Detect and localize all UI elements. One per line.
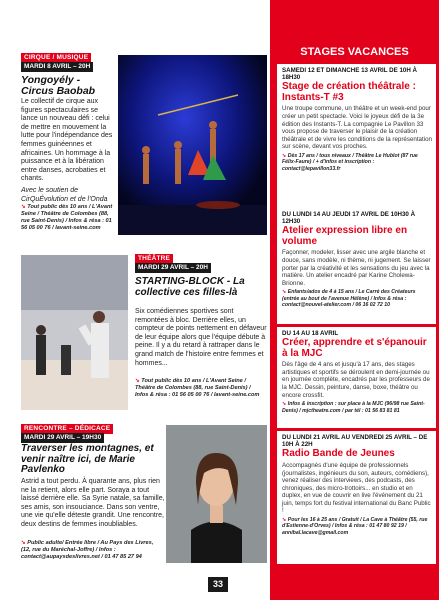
event-2-date: MARDI 29 AVRIL – 20H	[135, 263, 211, 273]
event-1-info: ➘ Tout public dès 10 ans / L'Avant Seine / Théâtre de Colombes (88, rue Saint-Denis) / Infos & résa : 01 56 05 00 76 / lavant-seine.com	[21, 204, 113, 231]
stage-2-body: Façonner, modeler, lisser avec une argile blanche et douce, sans modèle, ni thème, ni jugement. Se laisser porter par la créativité et les sensations du jeu avec la matière. Un atelier encadré par Karine Cholewa-Brionne.	[282, 249, 431, 287]
event-2-tag: THÉÂTRE	[135, 254, 173, 264]
page-number: 33	[208, 577, 228, 592]
arrow-icon: ➘	[21, 540, 28, 546]
event-3-date: MARDI 29 AVRIL – 19H30	[21, 433, 104, 443]
event-1-date: MARDI 8 AVRIL – 20H	[21, 62, 93, 72]
stage-2-date: DU LUNDI 14 AU JEUDI 17 AVRIL DE 10H30 À 12H30	[282, 211, 416, 226]
stage-1-body: Une troupe commune, un théâtre et un week-end pour créer un petit spectacle. Voici le joyeux défi de la 3e édition des Instants-T. La compagnie Le Pavillon 33 vous propose de traverser le plaisir de la création théâtrale et de vivre les conditions de la représentation sur scène, devant vos proches.	[282, 105, 432, 151]
stage-4-body: Accompagnés d'une équipe de professionnels (journalistes, ingénieurs du son, auteurs, comédiens), venez réaliser des interviews, des podcasts, des chroniques, des micro-trottoirs... en studio et en duplex, en vue de couvrir en live l'événement du 21 juin, temps fort du festival international du Banc Public !	[282, 461, 431, 515]
sidebar-heading: STAGES VACANCES	[300, 46, 409, 58]
stage-3-info: ➘ Infos & inscription : sur place à la MJC (96/98 rue Saint-Denis) / mjctheatre.com / par tél : 01 56 83 81 81	[282, 401, 425, 414]
stage-card-4	[277, 431, 436, 564]
stage-1-title: Stage de création théâtrale : Instants-T #3	[282, 81, 416, 103]
event-1-photo	[118, 55, 267, 235]
stage-2-title: Atelier expression libre en volume	[282, 225, 408, 247]
stage-1-info: ➘ Dès 17 ans / tous niveaux / Théâtre Le Hublot (87 rue Félix-Faure) / + d'infos et inscription : contact@lepavillon33.fr	[282, 152, 418, 172]
stage-3-title: Créer, apprendre et s'épanouir à la MJC	[282, 337, 427, 359]
stage-card-1	[277, 64, 436, 214]
arrow-icon: ➘	[135, 378, 142, 384]
stage-4-info: ➘ Pour les 16 à 25 ans / Gratuit / La Cave à Théâtre (55, rue d'Estienne-d'Orves) / Infos & résa : 01 47 80 92 19 / annibal.lacave@gmail.com	[282, 517, 428, 536]
stage-4-title: Radio Bande de Jeunes	[282, 448, 395, 460]
arrow-icon: ➘	[21, 204, 28, 210]
event-1-credit: Avec le soutien de CirQuÉvolution et de l'Onda	[21, 187, 108, 203]
stage-card-3	[277, 327, 436, 428]
arrow-icon: ➘	[282, 289, 288, 296]
event-1-body: Le collectif de cirque aux figures spectaculaires se lance un nouveau défi : celui de mettre en mouvement la lutte pour l'indépendance des femmes guinéennes et africaines. Un hommage à la puissance et à la libération entre danses, acrobaties et chants.	[21, 98, 113, 183]
arrow-icon: ➘	[282, 152, 288, 159]
stage-4-date: DU LUNDI 21 AVRIL AU VENDREDI 25 AVRIL – DE 10H À 22H	[282, 434, 428, 449]
event-3-title: Traverser les montagnes, et venir naître ici, de Marie Pavlenko	[21, 443, 154, 475]
arrow-icon: ➘	[282, 401, 288, 408]
stage-3-date: DU 14 AU 18 AVRIL	[282, 330, 339, 337]
event-2-title: STARTING-BLOCK - La collective ces filles-là	[135, 276, 245, 298]
stage-2-info: ➘ Enfants/ados de 4 à 15 ans / Le Carré des Créateurs (entrée au bout de l'avenue Hélène) / Infos & résa : contact@nouvel-atelier.com / 06 16 02 72 10	[282, 289, 416, 309]
stage-1-date: SAMEDI 12 ET DIMANCHE 13 AVRIL DE 10H À 18H30	[282, 67, 418, 82]
event-1-title: Yongoyély - Circus Baobab	[21, 74, 96, 97]
event-2-body: Six comédiennes sportives sont remontées à bloc. Derrière elles, un compteur de points nettement en défaveur de leur équipe alors que l'équipe débute à peine. Il y a du retard à rattraper dans le grand match de l'histoire entre femmes et hommes...	[135, 308, 267, 367]
event-2-info: ➘ Tout public dès 10 ans / L'Avant Seine / Théâtre de Colombes (88, rue Saint-Denis) / Infos & résa : 01 56 05 00 76 / lavant-seine.com	[135, 378, 260, 398]
sidebar-stages	[270, 0, 439, 600]
stage-3-body: Dès l'âge de 4 ans et jusqu'à 17 ans, des stages artistiques et sportifs se déroulent en demi-journée ou en journée complète, encadrés par les professeurs de la MJC. Dessin, peinture, danse, boxe, théâtre ou encore crossfit.	[282, 361, 430, 399]
stage-card-2	[277, 208, 436, 324]
event-2-photo	[21, 255, 128, 410]
event-3-info: ➘ Public adulte/ Entrée libre / Au Pays des Livres, (12, rue du Maréchal-Joffre) / Infos : contact@aupaysdeslivres.net / 01 47 85 27 94	[21, 540, 154, 560]
arrow-icon: ➘	[282, 517, 288, 524]
event-1-tag: CIRQUE / MUSIQUE	[21, 53, 91, 63]
event-3-photo	[166, 425, 267, 563]
event-3-tag: RENCONTRE – DÉDICACE	[21, 424, 113, 434]
event-3-body: Astrid a tout perdu. À quarante ans, plus rien ne la retient, alors elle part. Soraya a tout laissé derrière elle. Sa Syrie natale, sa famille, ses amis, son insouciance. Dans son ventre, une vie qu'elle déteste grandit. Une rencontre, deux destins de femmes inoubliables.	[21, 478, 165, 528]
